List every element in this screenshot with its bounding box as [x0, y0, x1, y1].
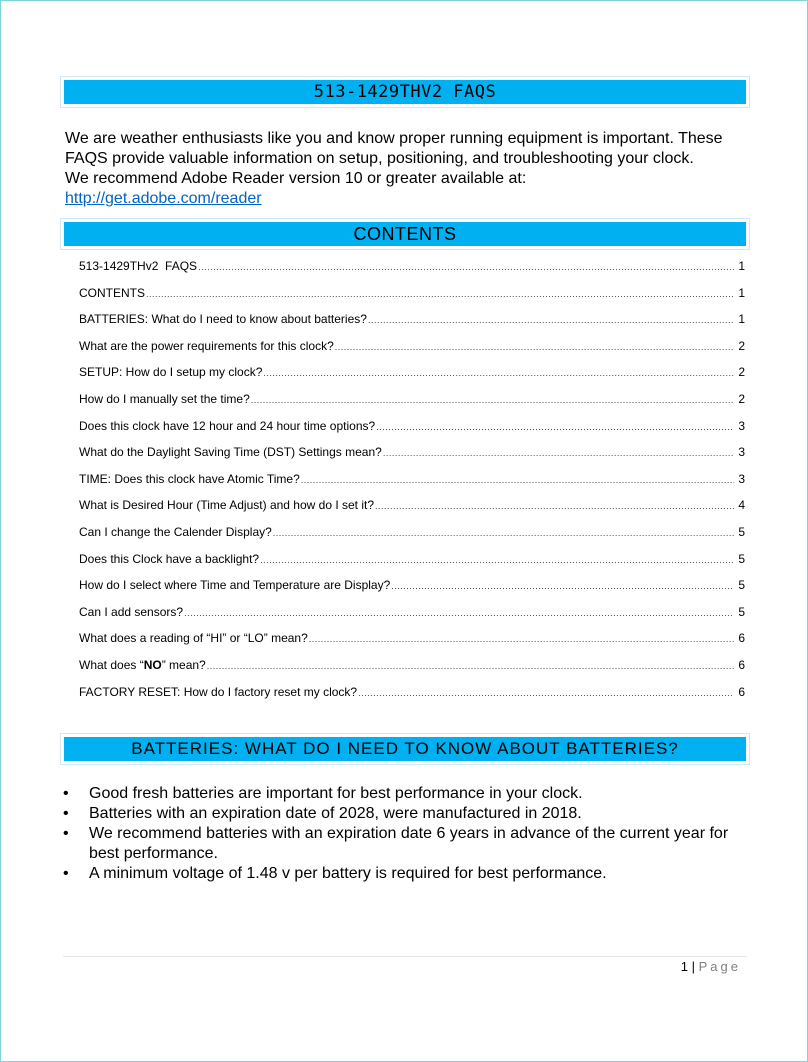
toc-entry-page: 2: [738, 338, 745, 353]
toc-entry-title: CONTENTS: [79, 285, 145, 300]
toc-entry-page: 4: [738, 498, 745, 513]
toc-entry-page: 5: [738, 604, 745, 619]
toc-entry-title: Can I add sensors?: [79, 604, 184, 619]
contents-banner: [60, 218, 750, 250]
document-title: 513-1429THV2 FAQS: [64, 80, 746, 104]
toc-entry-page: 6: [738, 657, 745, 672]
toc-entry-title: Does this Clock have a backlight?: [79, 551, 260, 566]
page-label: Page: [698, 959, 741, 974]
intro-text: [65, 129, 755, 209]
intro-paragraph: We are weather enthusiasts like you and know proper running equipment is important. These FAQS provide valuable information on setup, positioning, and troubleshooting your clock.: [65, 130, 723, 167]
toc-entry-title: What do the Daylight Saving Time (DST) Settings mean?: [79, 445, 382, 460]
toc-entry-title: TIME: Does this clock have Atomic Time?: [79, 471, 300, 486]
bullet-icon: •: [63, 805, 69, 822]
toc-entry[interactable]: [79, 445, 745, 472]
title-banner: [60, 76, 750, 108]
list-item: • Good fresh batteries are important for best performance in your clock.: [63, 785, 583, 802]
toc-entry[interactable]: [79, 339, 745, 366]
footer-separator: |: [691, 959, 695, 974]
toc-entry-title: Can I change the Calender Display?: [79, 524, 272, 539]
battery-tips-list: [63, 784, 743, 884]
toc-entry-title: What does a reading of “HI” or “LO” mean?: [79, 631, 308, 646]
toc-entry[interactable]: [79, 259, 745, 286]
toc-entry[interactable]: [79, 605, 745, 632]
toc-entry-title: Does this clock have 12 hour and 24 hour time options?: [79, 418, 376, 433]
toc-entry-page: 1: [738, 312, 745, 327]
page-number: 1: [680, 959, 688, 974]
toc-entry[interactable]: [79, 498, 745, 525]
toc-entry-page: 2: [738, 365, 745, 380]
toc-entry-title: SETUP: How do I setup my clock?: [79, 365, 263, 380]
table-of-contents: [79, 259, 745, 711]
toc-entry-page: 3: [738, 418, 745, 433]
adobe-reader-link[interactable]: http://get.adobe.com/reader: [65, 190, 262, 207]
bullet-icon: •: [63, 825, 69, 842]
bullet-icon: •: [63, 785, 69, 802]
toc-entry-page: 5: [738, 551, 745, 566]
intro-adobe-note: We recommend Adobe Reader version 10 or greater available at:: [65, 170, 527, 187]
toc-entry-title: FACTORY RESET: How do I factory reset my clock?: [79, 684, 358, 699]
batteries-banner: [60, 733, 750, 765]
toc-entry-page: 6: [738, 684, 745, 699]
toc-entry-page: 1: [738, 259, 745, 273]
toc-bold-no: NO: [143, 657, 162, 672]
toc-entry-page: 2: [738, 391, 745, 406]
toc-entry[interactable]: [79, 578, 745, 605]
page-footer: [681, 959, 741, 974]
toc-entry-page: 6: [738, 631, 745, 646]
toc-entry[interactable]: [79, 631, 745, 658]
toc-entry[interactable]: [79, 312, 745, 339]
toc-entry[interactable]: [79, 685, 745, 712]
toc-entry-title: How do I select where Time and Temperature are Display?: [79, 578, 391, 593]
toc-entry[interactable]: [79, 525, 745, 552]
list-item: • We recommend batteries with an expiration date 6 years in advance of the current year for best performance.: [63, 825, 729, 862]
contents-heading: CONTENTS: [64, 222, 746, 246]
toc-entry-page: 1: [738, 285, 745, 300]
toc-entry-title: BATTERIES: What do I need to know about batteries?: [79, 312, 367, 327]
toc-entry-title: What does “NO” mean?: [79, 657, 206, 672]
toc-entry[interactable]: [79, 472, 745, 499]
toc-entry-page: 5: [738, 524, 745, 539]
toc-entry[interactable]: [79, 286, 745, 313]
toc-entry-title: How do I manually set the time?: [79, 391, 250, 406]
toc-entry-title: What are the power requirements for this clock?: [79, 338, 334, 353]
toc-entry-page: 5: [738, 578, 745, 593]
toc-entry-title: What is Desired Hour (Time Adjust) and how do I set it?: [79, 498, 375, 513]
batteries-heading: BATTERIES: WHAT DO I NEED TO KNOW ABOUT BATTERIES?: [64, 737, 746, 761]
toc-entry[interactable]: [79, 658, 745, 685]
list-item: • A minimum voltage of 1.48 v per battery is required for best performance.: [63, 865, 607, 882]
footer-divider: [63, 956, 747, 957]
toc-entry-page: 3: [738, 471, 745, 486]
toc-entry-title: 513-1429THv2 FAQS: [79, 259, 198, 273]
toc-entry[interactable]: [79, 552, 745, 579]
toc-entry-page: 3: [738, 445, 745, 460]
list-item: • Batteries with an expiration date of 2028, were manufactured in 2018.: [63, 805, 582, 822]
toc-entry[interactable]: [79, 365, 745, 392]
toc-entry[interactable]: [79, 392, 745, 419]
toc-entry[interactable]: [79, 419, 745, 446]
bullet-icon: •: [63, 865, 69, 882]
